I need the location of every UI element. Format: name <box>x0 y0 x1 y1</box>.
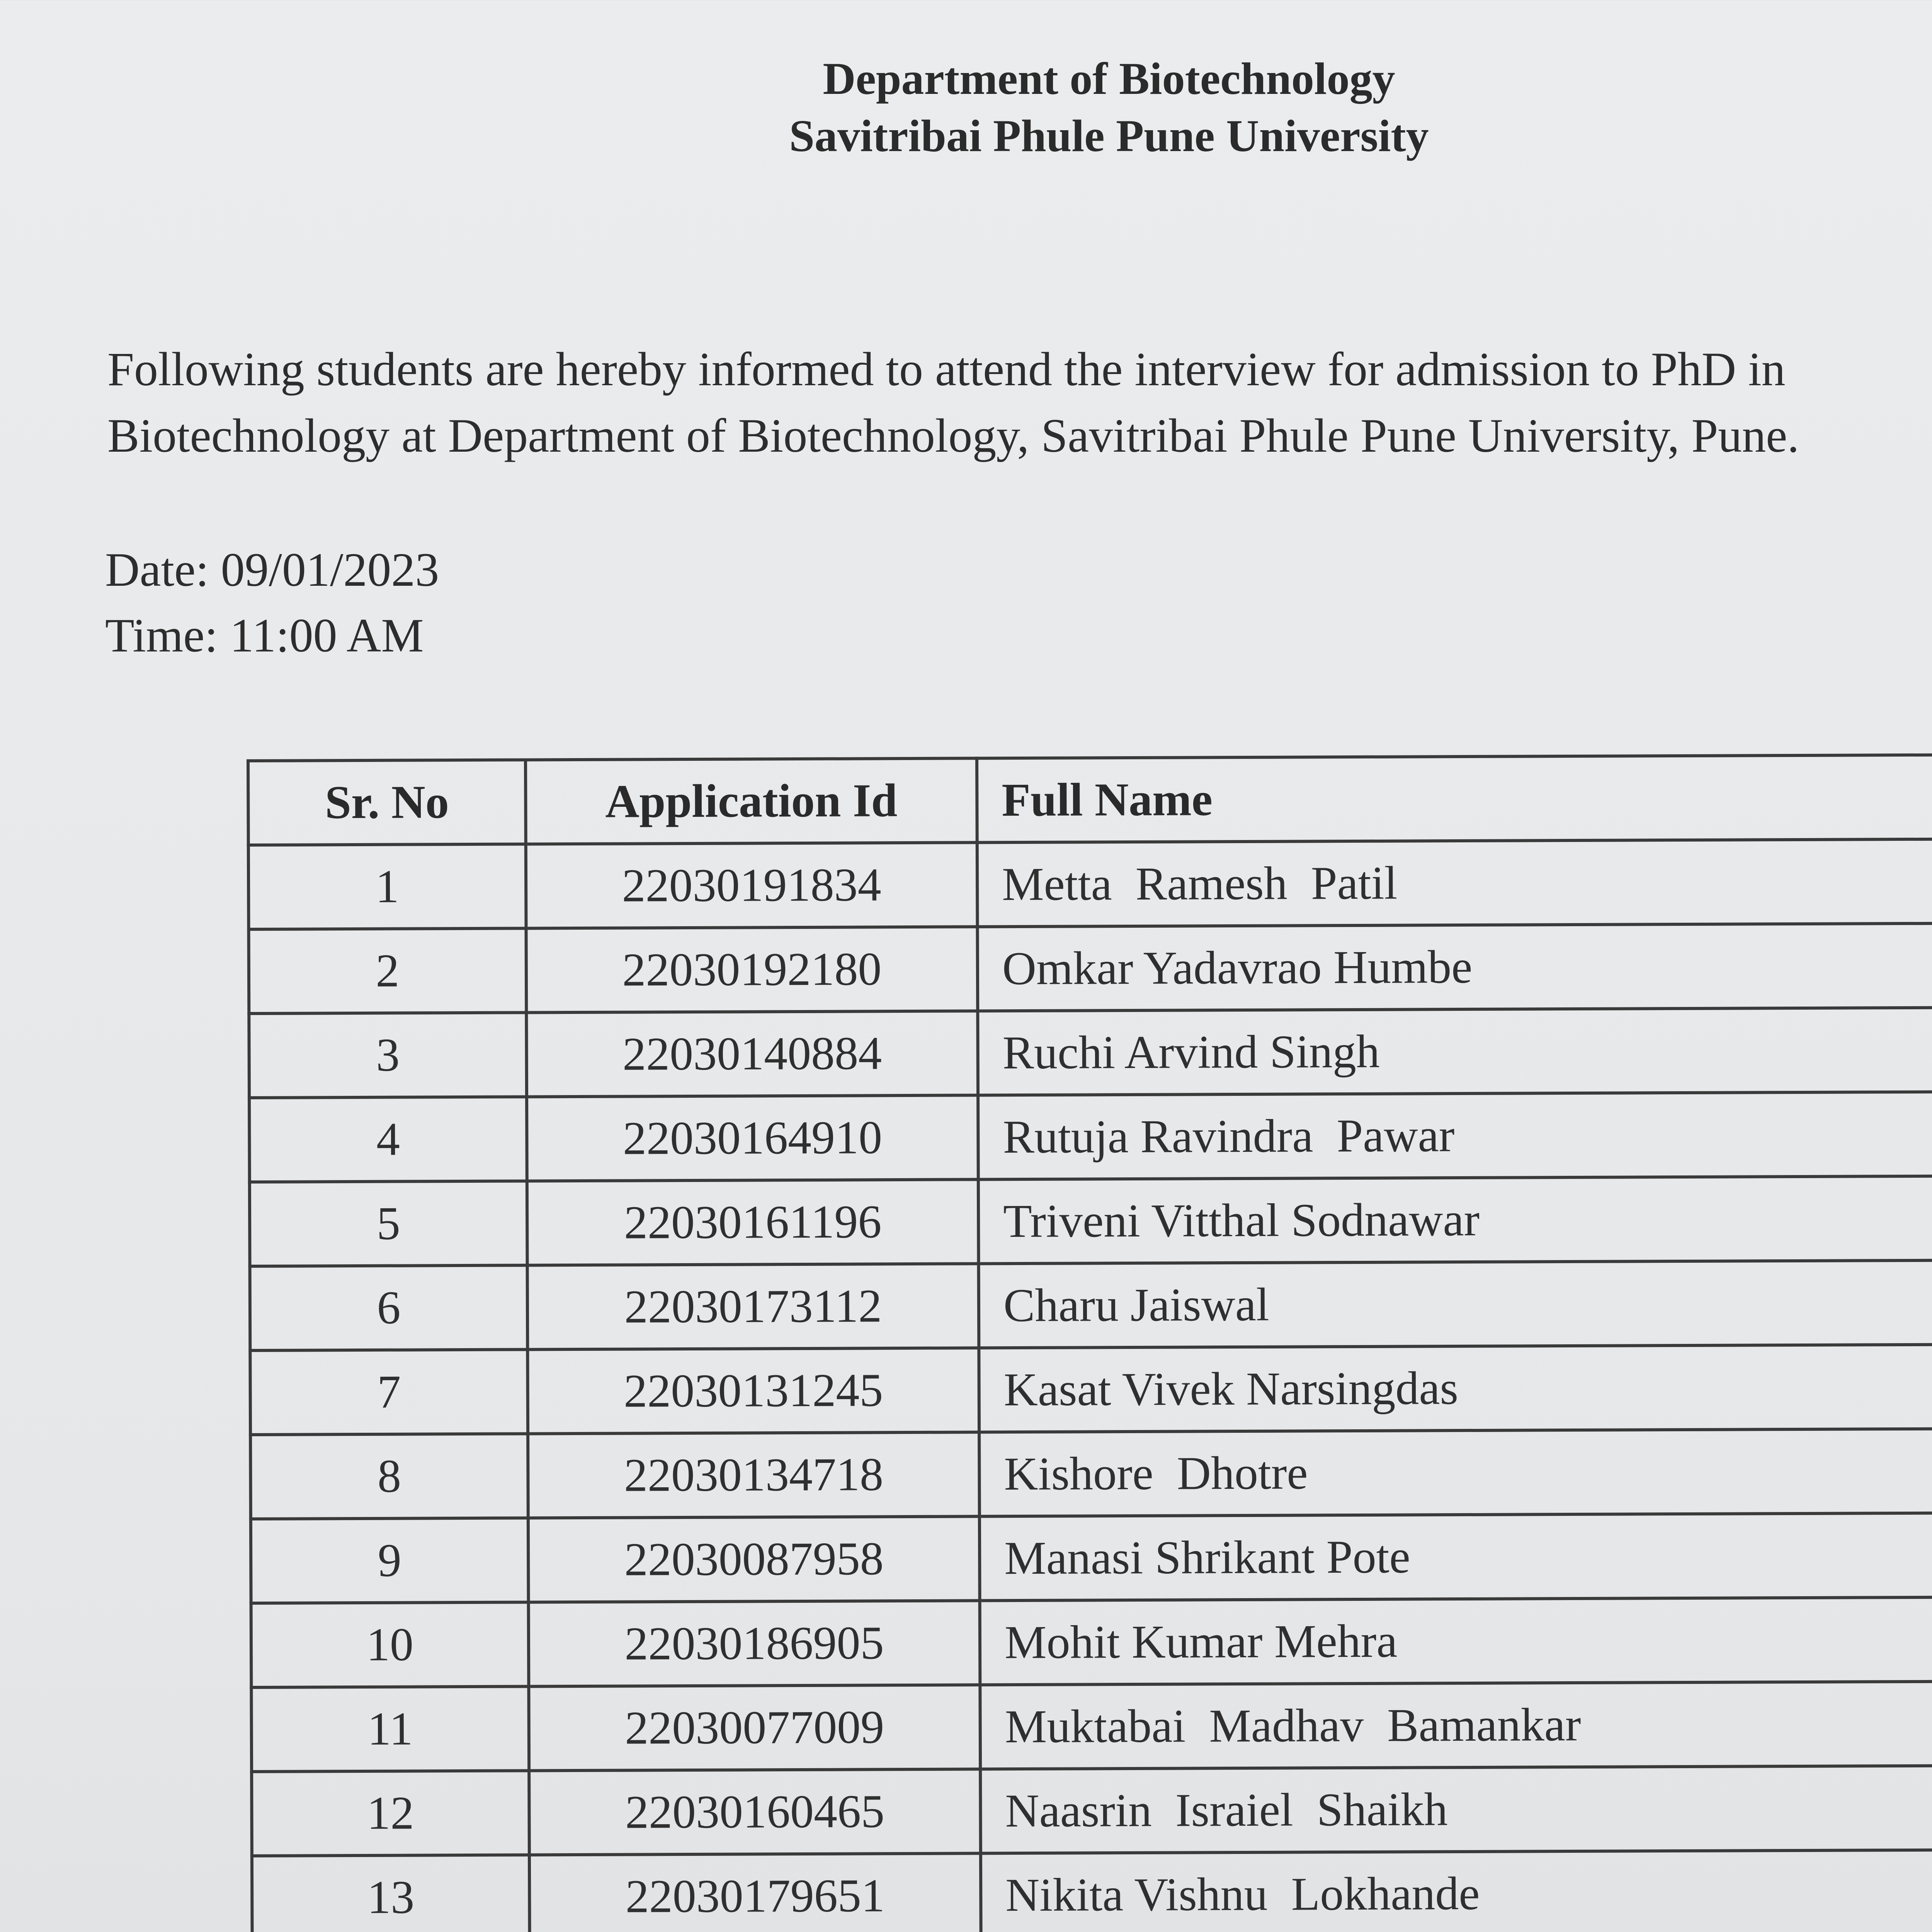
full-name-cell: Rutuja Ravindra Pawar <box>978 1092 1932 1179</box>
application-id-cell: 22030192180 <box>526 927 978 1012</box>
table-row <box>251 1513 1932 1603</box>
intro-paragraph: Following students are hereby informed to attend the interview for admission to PhD in Biotechnology at Department of Biotechnology, Savitribai Phule Pune University, Pune. <box>107 343 1799 462</box>
application-id-cell: 22030173112 <box>527 1264 979 1349</box>
table-body <box>248 839 1932 1932</box>
sr-no-cell: 6 <box>250 1265 528 1350</box>
department-title: Department of Biotechnology <box>823 53 1395 104</box>
table-header-row <box>248 755 1932 845</box>
sr-no-cell: 2 <box>249 928 527 1014</box>
table-row <box>251 1597 1932 1687</box>
full-name-cell: Muktabai Madhav Bamankar <box>980 1681 1932 1769</box>
column-header-sr-no: Sr. No <box>248 760 526 845</box>
full-name-cell: Ruchi Arvind Singh <box>978 1007 1932 1095</box>
full-name-cell: Kishore Dhotre <box>979 1429 1932 1516</box>
application-id-cell: 22030179651 <box>529 1853 981 1932</box>
sr-no-cell: 10 <box>251 1602 529 1687</box>
sr-no-cell: 7 <box>250 1349 528 1435</box>
application-id-cell: 22030087958 <box>528 1516 980 1602</box>
sr-no-cell: 4 <box>249 1097 527 1182</box>
table-row <box>251 1681 1932 1772</box>
sr-no-cell: 1 <box>248 844 526 929</box>
table-row <box>249 923 1932 1014</box>
application-id-cell: 22030164910 <box>527 1095 978 1181</box>
application-id-cell: 22030140884 <box>526 1011 978 1097</box>
full-name-cell: Manasi Shrikant Pote <box>980 1513 1932 1600</box>
table-row <box>252 1765 1932 1856</box>
table-row <box>250 1176 1932 1266</box>
full-name-cell: Triveni Vitthal Sodnawar <box>978 1176 1932 1264</box>
candidates-table <box>247 753 1932 1932</box>
full-name-cell: Naasrin Israiel Shaikh <box>980 1765 1932 1853</box>
table-row <box>249 1092 1932 1182</box>
document-header <box>0 50 1932 165</box>
table-row <box>252 1850 1932 1932</box>
table-row <box>250 1344 1932 1435</box>
table-row <box>250 1260 1932 1350</box>
interview-time: Time: 11:00 AM <box>105 609 424 662</box>
full-name-cell: Mohit Kumar Mehra <box>980 1597 1932 1685</box>
application-id-cell: 22030160465 <box>529 1769 981 1855</box>
sr-no-cell: 9 <box>251 1518 529 1603</box>
table-row <box>248 839 1932 929</box>
full-name-cell: Nikita Vishnu Lokhande <box>981 1850 1932 1932</box>
application-id-cell: 22030131245 <box>527 1348 979 1434</box>
column-header-application-id: Application Id <box>526 758 977 844</box>
full-name-cell: Charu Jaiswal <box>979 1260 1932 1348</box>
application-id-cell: 22030077009 <box>529 1685 980 1770</box>
interview-date: Date: 09/01/2023 <box>105 543 439 596</box>
full-name-cell: Kasat Vivek Narsingdas <box>979 1344 1932 1432</box>
university-title: Savitribai Phule Pune University <box>789 111 1429 161</box>
sr-no-cell: 8 <box>250 1434 528 1519</box>
application-id-cell: 22030134718 <box>528 1432 980 1518</box>
sr-no-cell: 12 <box>252 1770 529 1856</box>
table-row <box>249 1007 1932 1098</box>
full-name-cell: Omkar Yadavrao Humbe <box>978 923 1932 1011</box>
application-id-cell: 22030161196 <box>527 1179 979 1265</box>
sr-no-cell: 3 <box>249 1012 527 1098</box>
column-header-full-name: Full Name <box>977 755 1932 842</box>
sr-no-cell: 5 <box>250 1181 527 1266</box>
sr-no-cell: 11 <box>251 1686 529 1772</box>
application-id-cell: 22030191834 <box>526 842 978 928</box>
application-id-cell: 22030186905 <box>529 1600 980 1686</box>
sr-no-cell: 13 <box>252 1855 530 1932</box>
interview-schedule <box>105 537 439 668</box>
table-row <box>250 1429 1932 1519</box>
full-name-cell: Metta Ramesh Patil <box>977 839 1932 927</box>
